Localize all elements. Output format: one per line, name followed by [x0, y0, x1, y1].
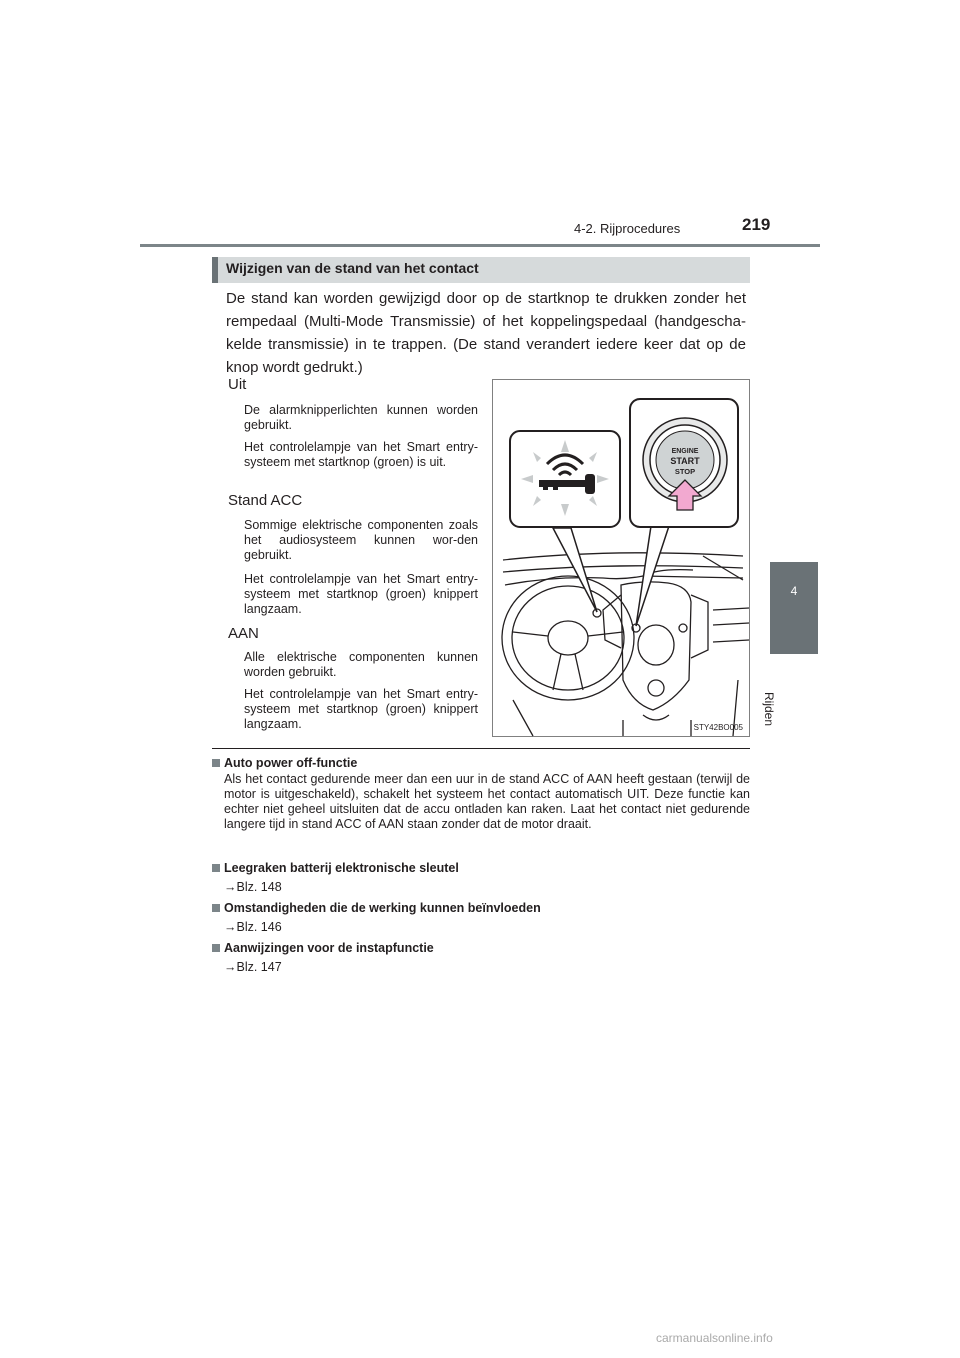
mode-text: De alarmknipperlichten kunnen worden gebruikt.: [244, 403, 478, 432]
note-ref: →Blz. 148: [224, 880, 282, 894]
section-marker: [212, 257, 218, 283]
button-text-start: START: [670, 456, 700, 466]
mode-text: Het controlelampje van het Smart entry-systeem met startknop (groen) is uit.: [244, 440, 478, 469]
section-title-bar: [212, 257, 750, 283]
mode-text: Sommige elektrische componenten zoals het audiosysteem kunnen wor-den gebruikt.: [244, 518, 478, 562]
square-bullet-icon: [212, 944, 220, 952]
page-number: 219: [742, 215, 771, 234]
watermark: carmanualsonline.info: [656, 1331, 773, 1345]
mode-title-aan: AAN: [228, 625, 259, 642]
header-rule: [140, 244, 820, 247]
note-body: Als het contact gedurende meer dan een uur in de stand ACC of AAN heeft gestaan (terwijl de motor is uitgeschakeld), schakelt het systeem het contact automatisch UIT. Deze functie kan echter niet geheel uitsluiten dat de accu ontladen kan raken. Laat het contact niet gedurende langere tijd in stand ACC of AAN staan zonder dat de motor draait.: [224, 772, 750, 831]
header-section: 4-2. Rijprocedures: [574, 221, 681, 236]
note-ref: →Blz. 146: [224, 920, 282, 934]
mode-text: Het controlelampje van het Smart entry-systeem met startknop (groen) knippert langzaam.: [244, 572, 478, 616]
mode-text: Alle elektrische componenten kunnen worden gebruikt.: [244, 650, 478, 679]
mode-title-acc: Stand ACC: [228, 492, 303, 509]
square-bullet-icon: [212, 759, 220, 767]
dashboard-illustration: [493, 380, 751, 738]
button-text-engine: ENGINE: [671, 448, 699, 455]
note-ref: →Blz. 147: [224, 960, 282, 974]
note-title: Leegraken batterij elektronische sleutel: [212, 861, 459, 875]
figure-start-button: [492, 379, 750, 737]
side-label-text: Rijden: [762, 692, 776, 727]
side-label: [762, 664, 814, 727]
mode-title-uit: Uit: [228, 376, 247, 393]
button-text-stop: STOP: [674, 467, 696, 476]
side-tab-number: 4: [790, 584, 798, 598]
section-title: Wijzigen van de stand van het contact: [226, 260, 479, 276]
note-title: Aanwijzingen voor de instapfunctie: [212, 941, 434, 955]
figure-code: STY42BO005: [693, 723, 743, 732]
square-bullet-icon: [212, 904, 220, 912]
side-tab: [770, 562, 818, 654]
intro-paragraph: De stand kan worden gewijzigd door op de startknop te drukken zonder het rempedaal (Multi-Mode Transmissie) of het koppelingspedaal (handgescha-kelde transmissie) in te trappen. (De stand verandert iedere keer dat op de knop wordt gedrukt.): [226, 290, 746, 376]
note-title: Auto power off-functie: [212, 756, 357, 770]
divider-line: [212, 748, 750, 749]
note-title: Omstandigheden die de werking kunnen beïnvloeden: [212, 901, 541, 915]
square-bullet-icon: [212, 864, 220, 872]
mode-text: Het controlelampje van het Smart entry-systeem met startknop (groen) knippert langzaam.: [244, 687, 478, 731]
